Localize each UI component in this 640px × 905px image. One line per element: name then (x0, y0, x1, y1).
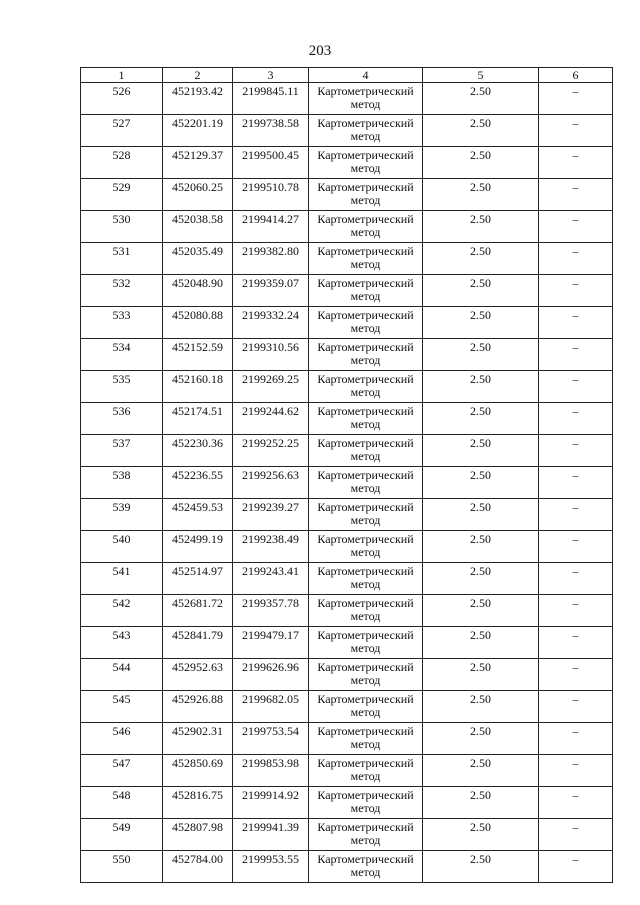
table-row (81, 499, 613, 531)
column-header: 2 (163, 68, 233, 83)
table-row (81, 211, 613, 243)
table-row (81, 819, 613, 851)
method-cell: Картометрический метод (309, 787, 423, 819)
x-coordinate-cell: 452499.19 (163, 531, 233, 563)
accuracy-cell: 2.50 (423, 691, 539, 723)
note-cell: – (539, 243, 613, 275)
note-cell: – (539, 371, 613, 403)
table-row (81, 851, 613, 883)
point-number-cell: 536 (81, 403, 163, 435)
accuracy-cell: 2.50 (423, 179, 539, 211)
point-number-cell: 542 (81, 595, 163, 627)
y-coordinate-cell: 2199310.56 (233, 339, 309, 371)
column-header: 3 (233, 68, 309, 83)
note-cell: – (539, 531, 613, 563)
x-coordinate-cell: 452902.31 (163, 723, 233, 755)
table-row (81, 467, 613, 499)
y-coordinate-cell: 2199256.63 (233, 467, 309, 499)
note-cell: – (539, 147, 613, 179)
x-coordinate-cell: 452784.00 (163, 851, 233, 883)
accuracy-cell: 2.50 (423, 403, 539, 435)
method-cell: Картометрический метод (309, 83, 423, 115)
x-coordinate-cell: 452850.69 (163, 755, 233, 787)
method-cell: Картометрический метод (309, 371, 423, 403)
column-header: 5 (423, 68, 539, 83)
point-number-cell: 550 (81, 851, 163, 883)
note-cell: – (539, 435, 613, 467)
method-cell: Картометрический метод (309, 595, 423, 627)
method-cell: Картометрический метод (309, 275, 423, 307)
method-cell: Картометрический метод (309, 307, 423, 339)
method-cell: Картометрический метод (309, 339, 423, 371)
y-coordinate-cell: 2199414.27 (233, 211, 309, 243)
point-number-cell: 535 (81, 371, 163, 403)
accuracy-cell: 2.50 (423, 563, 539, 595)
y-coordinate-cell: 2199500.45 (233, 147, 309, 179)
table-body (81, 83, 613, 883)
y-coordinate-cell: 2199738.58 (233, 115, 309, 147)
x-coordinate-cell: 452060.25 (163, 179, 233, 211)
x-coordinate-cell: 452174.51 (163, 403, 233, 435)
y-coordinate-cell: 2199382.80 (233, 243, 309, 275)
method-cell: Картометрический метод (309, 659, 423, 691)
note-cell: – (539, 851, 613, 883)
accuracy-cell: 2.50 (423, 307, 539, 339)
method-cell: Картометрический метод (309, 243, 423, 275)
y-coordinate-cell: 2199252.25 (233, 435, 309, 467)
accuracy-cell: 2.50 (423, 659, 539, 691)
x-coordinate-cell: 452952.63 (163, 659, 233, 691)
table-row (81, 179, 613, 211)
note-cell: – (539, 275, 613, 307)
x-coordinate-cell: 452841.79 (163, 627, 233, 659)
column-header: 6 (539, 68, 613, 83)
accuracy-cell: 2.50 (423, 467, 539, 499)
y-coordinate-cell: 2199626.96 (233, 659, 309, 691)
accuracy-cell: 2.50 (423, 819, 539, 851)
point-number-cell: 537 (81, 435, 163, 467)
table-row (81, 531, 613, 563)
point-number-cell: 547 (81, 755, 163, 787)
method-cell: Картометрический метод (309, 755, 423, 787)
point-number-cell: 528 (81, 147, 163, 179)
x-coordinate-cell: 452230.36 (163, 435, 233, 467)
x-coordinate-cell: 452035.49 (163, 243, 233, 275)
point-number-cell: 538 (81, 467, 163, 499)
table-row (81, 403, 613, 435)
accuracy-cell: 2.50 (423, 147, 539, 179)
table-header-row (81, 68, 613, 83)
table-row (81, 115, 613, 147)
point-number-cell: 543 (81, 627, 163, 659)
y-coordinate-cell: 2199953.55 (233, 851, 309, 883)
note-cell: – (539, 627, 613, 659)
note-cell: – (539, 563, 613, 595)
table-row (81, 339, 613, 371)
method-cell: Картометрический метод (309, 819, 423, 851)
table-row (81, 435, 613, 467)
accuracy-cell: 2.50 (423, 243, 539, 275)
accuracy-cell: 2.50 (423, 595, 539, 627)
accuracy-cell: 2.50 (423, 211, 539, 243)
coordinates-table (80, 67, 613, 883)
table-row (81, 307, 613, 339)
table-row (81, 243, 613, 275)
point-number-cell: 540 (81, 531, 163, 563)
x-coordinate-cell: 452459.53 (163, 499, 233, 531)
point-number-cell: 530 (81, 211, 163, 243)
y-coordinate-cell: 2199941.39 (233, 819, 309, 851)
point-number-cell: 529 (81, 179, 163, 211)
method-cell: Картометрический метод (309, 147, 423, 179)
method-cell: Картометрический метод (309, 211, 423, 243)
x-coordinate-cell: 452807.98 (163, 819, 233, 851)
y-coordinate-cell: 2199914.92 (233, 787, 309, 819)
table-row (81, 787, 613, 819)
accuracy-cell: 2.50 (423, 115, 539, 147)
accuracy-cell: 2.50 (423, 851, 539, 883)
method-cell: Картометрический метод (309, 115, 423, 147)
y-coordinate-cell: 2199239.27 (233, 499, 309, 531)
y-coordinate-cell: 2199269.25 (233, 371, 309, 403)
accuracy-cell: 2.50 (423, 723, 539, 755)
note-cell: – (539, 467, 613, 499)
x-coordinate-cell: 452816.75 (163, 787, 233, 819)
x-coordinate-cell: 452514.97 (163, 563, 233, 595)
table-row (81, 627, 613, 659)
method-cell: Картометрический метод (309, 179, 423, 211)
note-cell: – (539, 755, 613, 787)
y-coordinate-cell: 2199332.24 (233, 307, 309, 339)
point-number-cell: 546 (81, 723, 163, 755)
accuracy-cell: 2.50 (423, 627, 539, 659)
table-row (81, 147, 613, 179)
table-row (81, 83, 613, 115)
point-number-cell: 531 (81, 243, 163, 275)
x-coordinate-cell: 452681.72 (163, 595, 233, 627)
method-cell: Картометрический метод (309, 403, 423, 435)
accuracy-cell: 2.50 (423, 787, 539, 819)
point-number-cell: 532 (81, 275, 163, 307)
accuracy-cell: 2.50 (423, 275, 539, 307)
note-cell: – (539, 211, 613, 243)
accuracy-cell: 2.50 (423, 435, 539, 467)
y-coordinate-cell: 2199243.41 (233, 563, 309, 595)
x-coordinate-cell: 452038.58 (163, 211, 233, 243)
point-number-cell: 539 (81, 499, 163, 531)
x-coordinate-cell: 452926.88 (163, 691, 233, 723)
table-row (81, 659, 613, 691)
method-cell: Картометрический метод (309, 531, 423, 563)
note-cell: – (539, 307, 613, 339)
method-cell: Картометрический метод (309, 627, 423, 659)
y-coordinate-cell: 2199238.49 (233, 531, 309, 563)
accuracy-cell: 2.50 (423, 531, 539, 563)
method-cell: Картометрический метод (309, 435, 423, 467)
note-cell: – (539, 499, 613, 531)
accuracy-cell: 2.50 (423, 83, 539, 115)
x-coordinate-cell: 452201.19 (163, 115, 233, 147)
table-row (81, 563, 613, 595)
y-coordinate-cell: 2199359.07 (233, 275, 309, 307)
x-coordinate-cell: 452193.42 (163, 83, 233, 115)
table-row (81, 275, 613, 307)
method-cell: Картометрический метод (309, 499, 423, 531)
note-cell: – (539, 179, 613, 211)
y-coordinate-cell: 2199510.78 (233, 179, 309, 211)
x-coordinate-cell: 452160.18 (163, 371, 233, 403)
y-coordinate-cell: 2199853.98 (233, 755, 309, 787)
note-cell: – (539, 691, 613, 723)
x-coordinate-cell: 452236.55 (163, 467, 233, 499)
point-number-cell: 533 (81, 307, 163, 339)
point-number-cell: 544 (81, 659, 163, 691)
column-header: 1 (81, 68, 163, 83)
table-row (81, 595, 613, 627)
y-coordinate-cell: 2199682.05 (233, 691, 309, 723)
table-row (81, 723, 613, 755)
point-number-cell: 527 (81, 115, 163, 147)
point-number-cell: 549 (81, 819, 163, 851)
point-number-cell: 545 (81, 691, 163, 723)
note-cell: – (539, 115, 613, 147)
y-coordinate-cell: 2199244.62 (233, 403, 309, 435)
point-number-cell: 548 (81, 787, 163, 819)
y-coordinate-cell: 2199357.78 (233, 595, 309, 627)
y-coordinate-cell: 2199479.17 (233, 627, 309, 659)
table-row (81, 755, 613, 787)
y-coordinate-cell: 2199845.11 (233, 83, 309, 115)
point-number-cell: 526 (81, 83, 163, 115)
point-number-cell: 541 (81, 563, 163, 595)
y-coordinate-cell: 2199753.54 (233, 723, 309, 755)
column-header: 4 (309, 68, 423, 83)
accuracy-cell: 2.50 (423, 499, 539, 531)
method-cell: Картометрический метод (309, 723, 423, 755)
method-cell: Картометрический метод (309, 563, 423, 595)
table-row (81, 691, 613, 723)
accuracy-cell: 2.50 (423, 371, 539, 403)
note-cell: – (539, 83, 613, 115)
note-cell: – (539, 819, 613, 851)
x-coordinate-cell: 452129.37 (163, 147, 233, 179)
accuracy-cell: 2.50 (423, 755, 539, 787)
method-cell: Картометрический метод (309, 851, 423, 883)
note-cell: – (539, 339, 613, 371)
table-row (81, 371, 613, 403)
page-number: 203 (308, 43, 332, 59)
accuracy-cell: 2.50 (423, 339, 539, 371)
note-cell: – (539, 723, 613, 755)
note-cell: – (539, 595, 613, 627)
note-cell: – (539, 659, 613, 691)
point-number-cell: 534 (81, 339, 163, 371)
note-cell: – (539, 403, 613, 435)
x-coordinate-cell: 452048.90 (163, 275, 233, 307)
x-coordinate-cell: 452080.88 (163, 307, 233, 339)
method-cell: Картометрический метод (309, 467, 423, 499)
note-cell: – (539, 787, 613, 819)
method-cell: Картометрический метод (309, 691, 423, 723)
x-coordinate-cell: 452152.59 (163, 339, 233, 371)
